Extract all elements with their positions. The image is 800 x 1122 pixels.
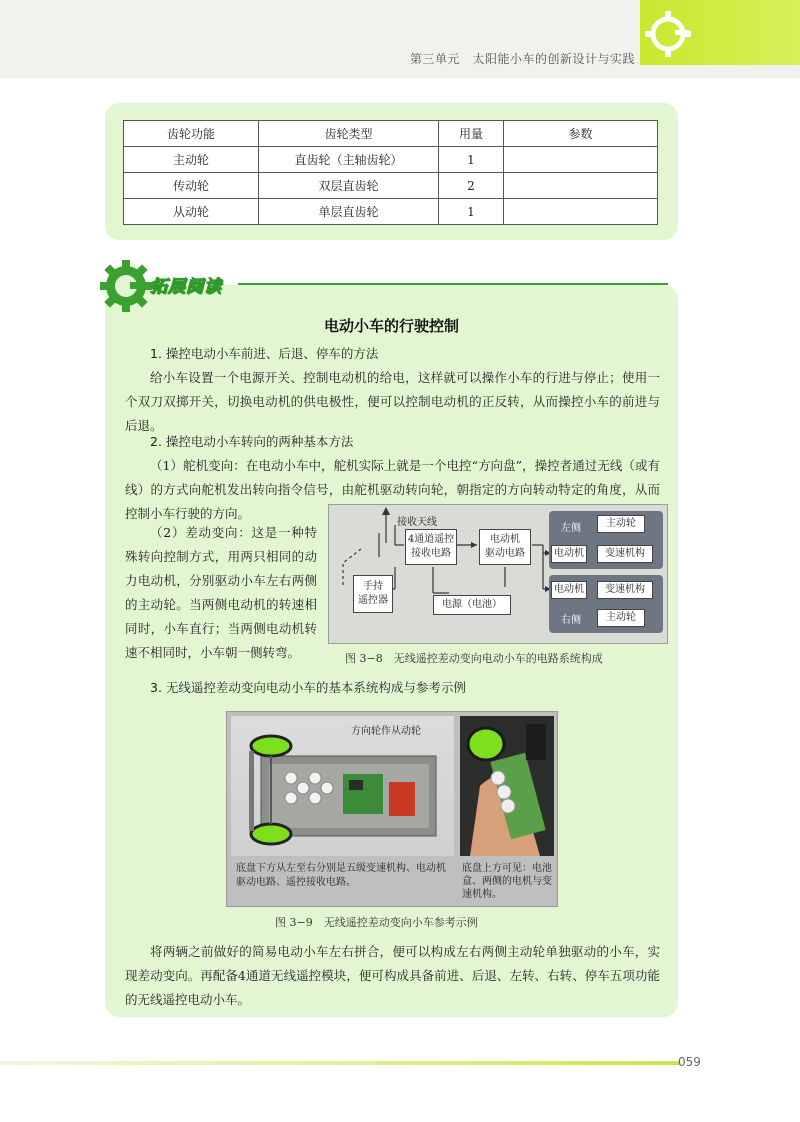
- table-cell: 1: [439, 199, 504, 225]
- table-cell: 1: [439, 147, 504, 173]
- table-row: [124, 173, 658, 199]
- chassis-illustration: [231, 716, 454, 856]
- right-motor-box: 电动机: [551, 581, 587, 599]
- section-title: 电动小车的行驶控制: [323, 317, 459, 335]
- chassis-top-photo: [460, 716, 554, 856]
- page-number: 059: [678, 1055, 701, 1069]
- table-cell: 直齿轮（主轴齿轮）: [259, 147, 439, 173]
- left-motor-box: 电动机: [551, 545, 587, 563]
- heading-1: 1. 操控电动小车前进、后退、停车的方法: [150, 346, 379, 361]
- figure-3-8-caption: 图 3−8 无线遥控差动变向电动小车的电路系统构成: [345, 652, 603, 665]
- hand-held-chassis-illustration: [460, 716, 554, 856]
- left-drive-wheel-box: 主动轮: [597, 515, 645, 533]
- column-header: 齿轮功能: [124, 121, 259, 147]
- remote-box: 手持 遥控器: [353, 575, 393, 613]
- table-header-row: [124, 121, 658, 147]
- unit-header-title: 第三单元 太阳能小车的创新设计与实践: [409, 52, 635, 66]
- gear-logo-icon: [642, 8, 694, 60]
- circuit-diagram: [328, 504, 668, 644]
- header-divider: [238, 283, 668, 285]
- chassis-bottom-caption: 底盘下方从左至右分别是五级变速机构、电动机驱动电路、遥控接收电路。: [236, 863, 446, 888]
- column-header: 用量: [439, 121, 504, 147]
- chassis-top-caption: 底盘上方可见：电池盒、两侧的电机与变速机构。: [462, 863, 552, 900]
- extended-reading-header: [100, 258, 680, 314]
- table-cell: 传动轮: [124, 173, 259, 199]
- heading-3: 3. 无线遥控差动变向电动小车的基本系统构成与参考示例: [150, 680, 466, 695]
- paragraph-differential: （2）差动变向：这是一种特殊转向控制方式，用两只相同的动力电动机，分别驱动小车左右两侧的主动轮。当两侧电动机的转速相同时，小车直行；当两侧电动机转速不相同时，小车朝一侧转弯。: [125, 525, 317, 660]
- table-cell: 从动轮: [124, 199, 259, 225]
- extended-reading-badge: 拓展阅读: [150, 277, 222, 297]
- column-header: 齿轮类型: [259, 121, 439, 147]
- chassis-bottom-photo: [231, 716, 454, 856]
- table-row: [124, 147, 658, 173]
- table-cell: [504, 173, 658, 199]
- table-cell: 2: [439, 173, 504, 199]
- table-cell: 单层直齿轮: [259, 199, 439, 225]
- left-side-label: 左侧: [561, 523, 581, 534]
- right-drive-wheel-box: 主动轮: [597, 609, 645, 627]
- column-header: 参数: [504, 121, 658, 147]
- right-side-label: 右侧: [561, 615, 581, 626]
- right-gearbox-box: 变速机构: [597, 581, 653, 599]
- steering-wheel-label: 方向轮作从动轮: [351, 726, 421, 737]
- table-row: [124, 199, 658, 225]
- receiver-box: 4通道遥控 接收电路: [405, 529, 457, 565]
- table-cell: 双层直齿轮: [259, 173, 439, 199]
- power-box: 电源（电池）: [433, 595, 511, 615]
- paragraph-steering: （1）舵机变向：在电动小车中，舵机实际上就是一个电控“方向盘”，操控者通过无线（或有线）的方式向舵机发出转向指令信号，由舵机驱动转向轮，朝指定的方向转动特定的角度，从而控制小车行驶的方向。: [125, 458, 660, 521]
- closing-paragraph: 将两辆之前做好的简易电动小车左右拼合，便可以构成左右两侧主动轮单独驱动的小车，实现差动变向。再配备4通道无线遥控模块，便可构成具备前进、后退、左转、右转、停车五项功能的无线遥控电动小车。: [125, 944, 660, 1007]
- footer-line: [0, 1061, 680, 1065]
- antenna-label: 接收天线: [397, 517, 437, 528]
- table-cell: 主动轮: [124, 147, 259, 173]
- table-cell: [504, 147, 658, 173]
- left-gearbox-box: 变速机构: [597, 545, 653, 563]
- paragraph-1: 给小车设置一个电源开关、控制电动机的给电，这样就可以操作小车的行进与停止；使用一个双刀双掷开关，切换电动机的供电极性，便可以控制电动机的正反转，从而操控小车的前进与后退。: [125, 370, 660, 433]
- heading-2: 2. 操控电动小车转向的两种基本方法: [150, 434, 354, 449]
- table-cell: [504, 199, 658, 225]
- figure-3-9-caption: 图 3−9 无线遥控差动变向小车参考示例: [275, 916, 478, 929]
- gear-table: [123, 120, 658, 225]
- driver-box: 电动机 驱动电路: [479, 529, 531, 565]
